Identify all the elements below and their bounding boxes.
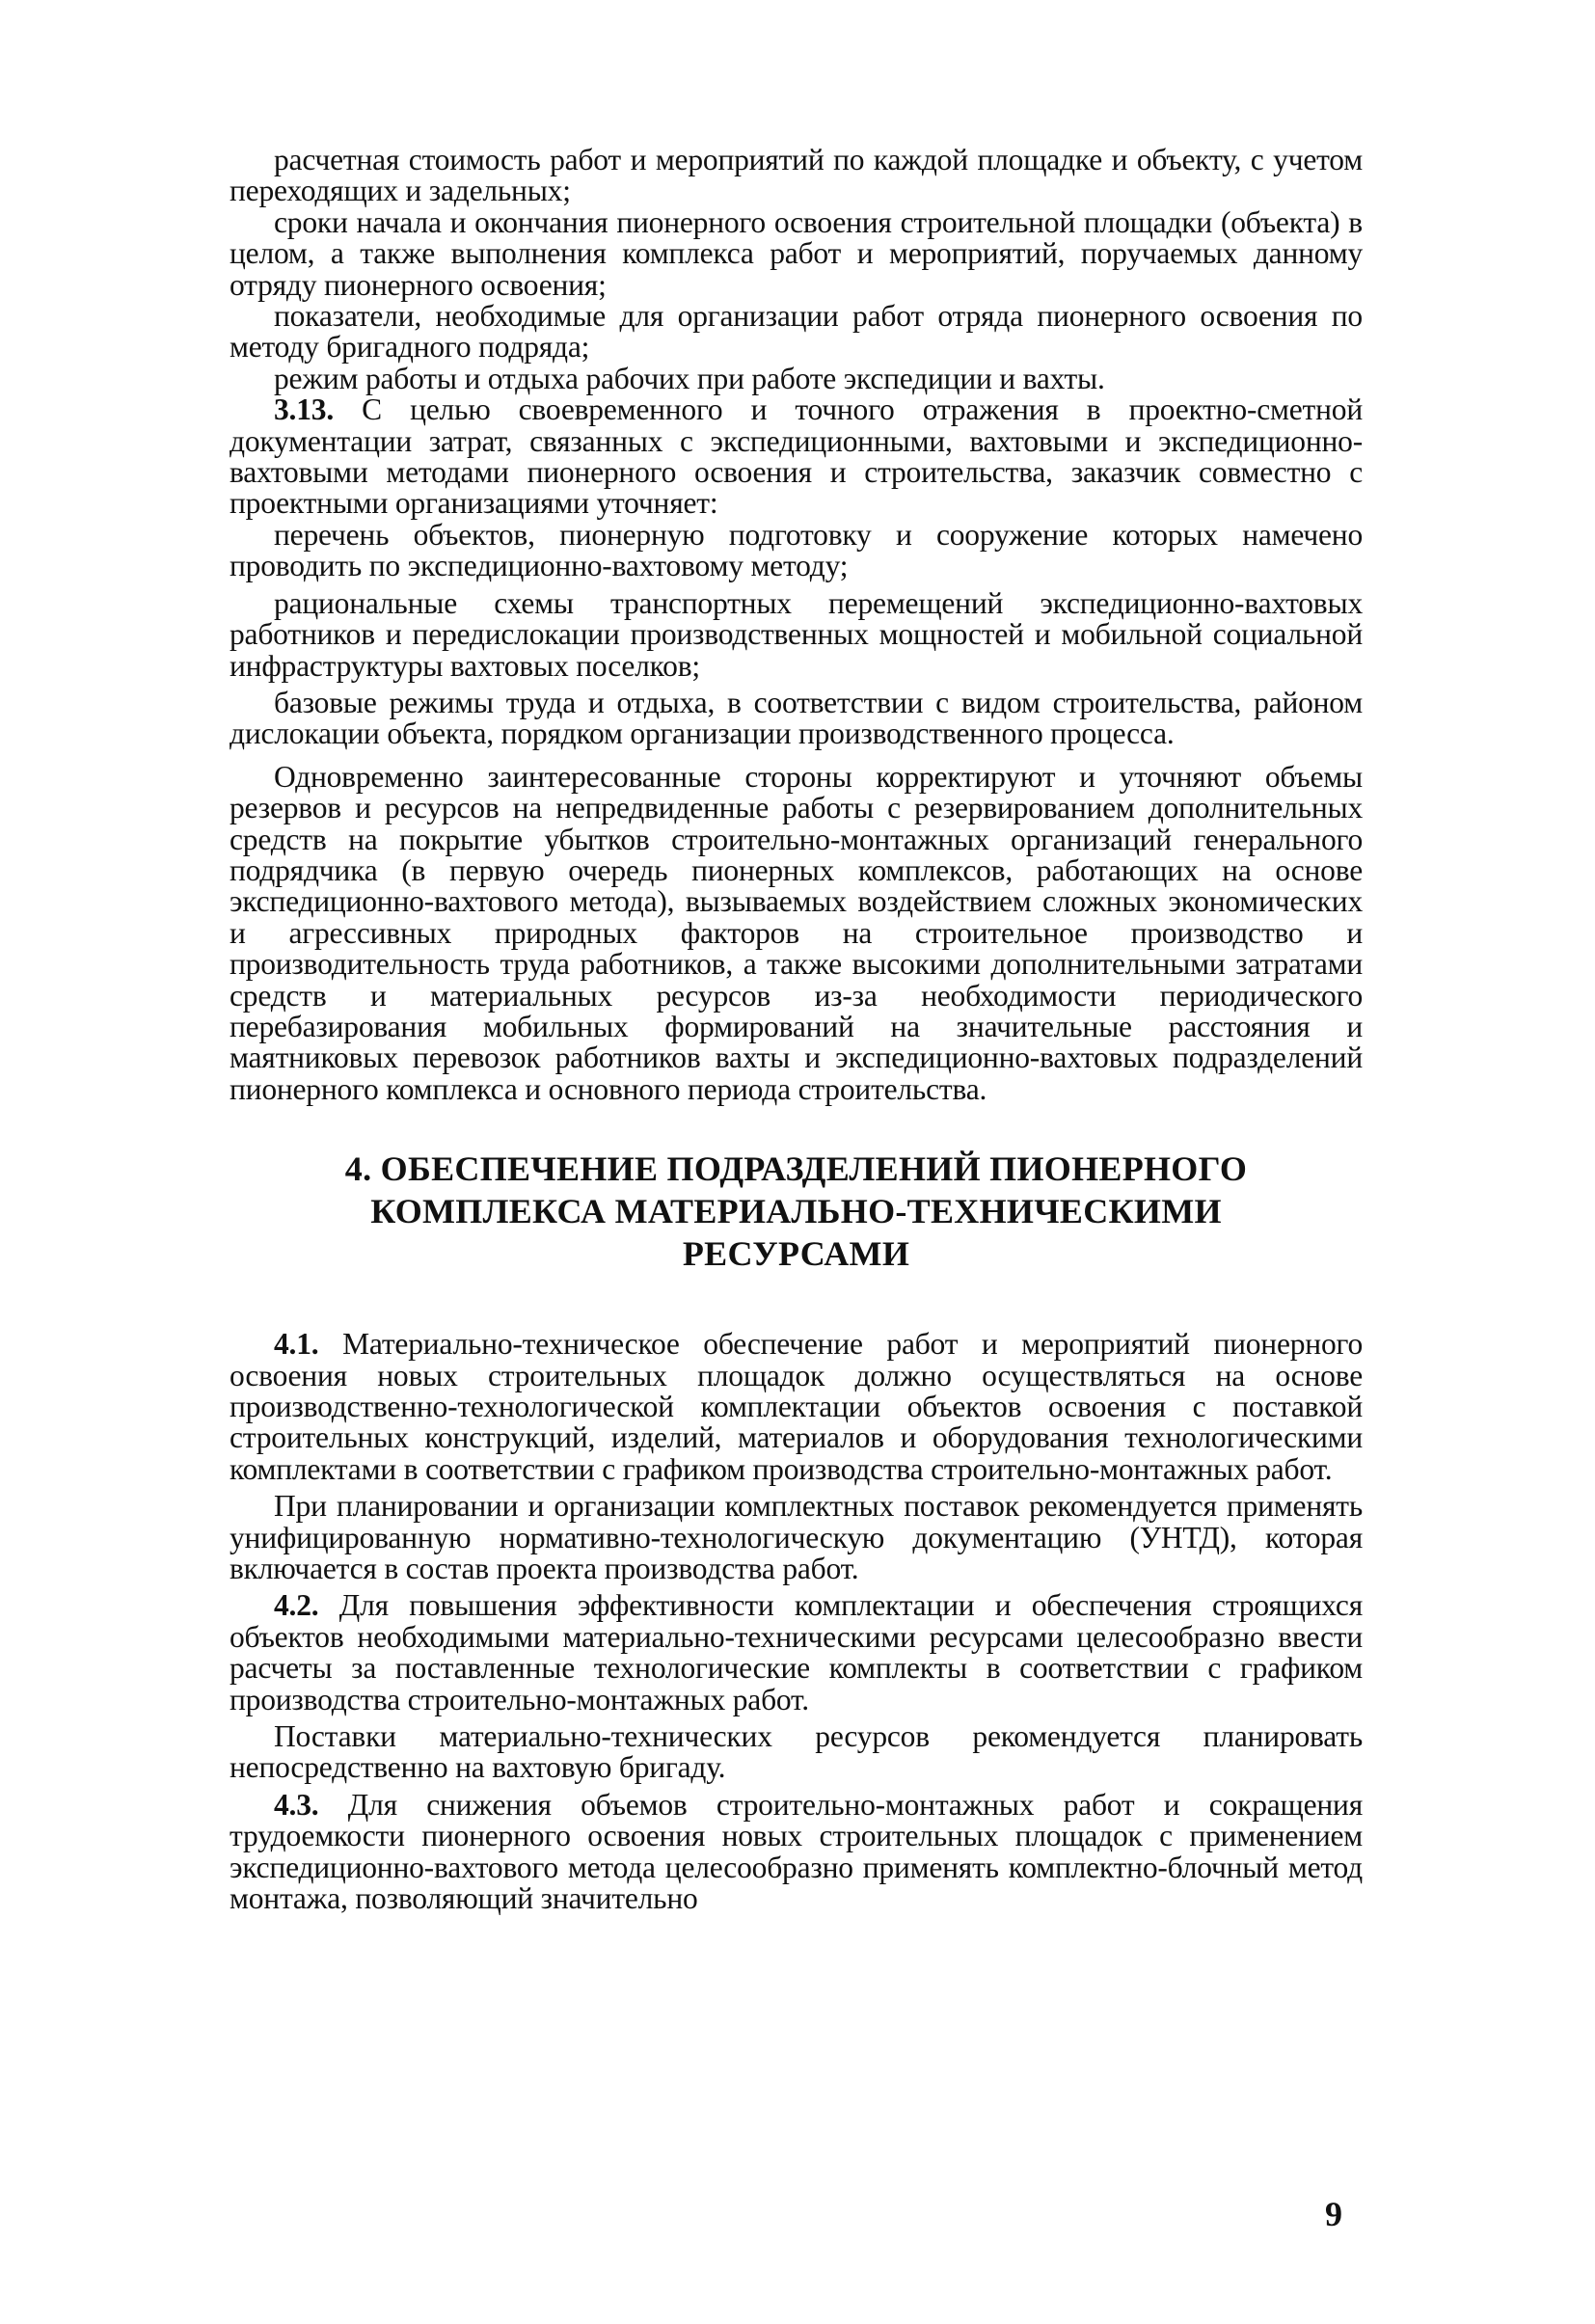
clause-4-1 (230, 1329, 1363, 1485)
clause-text: Для повышения эффективности комплектации и обеспечения строящихся объектов необходимыми материально-техническими ресурсами целесообразно ввести расчеты за поставленные технологические комплекты в соответствии с графиком производства строительно-монтажных работ. (230, 1588, 1363, 1716)
heading-line: РЕСУРСАМИ (682, 1234, 910, 1274)
clause-text: С целью своевременного и точного отражения в проектно-сметной документации затрат, связанных с экспедиционными, вахтовыми и экспедиционно-вахтовыми методами пионерного освоения и строительства, заказчик совместно с проектными организациями уточняет: (230, 392, 1363, 521)
paragraph-indicators: показатели, необходимые для организации работ отряда пионерного освоения по методу бригадного подряда; (230, 299, 1363, 365)
heading-line: КОМПЛЕКСА МАТЕРИАЛЬНО-ТЕХНИЧЕСКИМИ (370, 1192, 1222, 1231)
clause-3-13 (230, 394, 1363, 520)
paragraph-cost: расчетная стоимость работ и мероприятий по каждой площадке и объекту, с учетом переходящих и задельных; (230, 143, 1363, 208)
list-item: перечень объектов, пионерную подготовку и сооружение которых намечено проводить по экспедиционно-вахтовому методу; (230, 517, 1363, 583)
paragraph-work-regime: режим работы и отдыха рабочих при работе экспедиции и вахты. (274, 361, 1105, 395)
section-heading (230, 1148, 1363, 1275)
paragraph-reserves: Одновременно заинтересованные стороны корректируют и уточняют объемы резервов и ресурсов на непредвиденные работы с резервированием дополнительных средств на покрытие убытков строительно-монтажных организаций генерального подрядчика (в первую очередь пионерных комплексов, работающих на основе экспедиционно-вахтового метода), вызываемых воздействием сложных экономических и агрессивных природных факторов на строительное производство и производительность труда работников, а также высокими дополнительными затратами средств и материальных ресурсов из-за необходимости периодического перебазирования мобильных формирований на значительные расстояния и маятниковых перевозок работников вахты и экспедиционно-вахтовых подразделений пионерного комплекса и основного периода строительства. (230, 759, 1363, 1106)
paragraph-deadlines: сроки начала и окончания пионерного освоения строительной площадки (объекта) в целом, а также выполнения комплекса работ и мероприятий, поручаемых данному отряду пионерного освоения; (230, 204, 1363, 302)
list-item: базовые режимы труда и отдыха, в соответствии с видом строительства, районом дислокации объекта, порядком организации производственного процесса. (230, 685, 1363, 751)
clause-number: 4.1. (274, 1327, 319, 1362)
document-page (230, 145, 1363, 1915)
paragraph-deliveries: Поставки материально-технических ресурсов рекомендуется планировать непосредственно на вахтовую бригаду. (230, 1719, 1363, 1785)
page-number: 9 (1325, 2195, 1342, 2233)
heading-line: 4. ОБЕСПЕЧЕНИЕ ПОДРАЗДЕЛЕНИЙ ПИОНЕРНОГО (344, 1149, 1248, 1189)
clause-4-2 (230, 1590, 1363, 1716)
clause-number: 4.2. (274, 1588, 319, 1623)
paragraph-untd: При планировании и организации комплектных поставок рекомендуется применять унифицированную нормативно-технологическую документацию (УНТД), которая включается в состав проекта производства работ. (230, 1489, 1363, 1586)
list-item: рациональные схемы транспортных перемещений экспедиционно-вахтовых работников и передислокации производственных мощностей и мобильной социальной инфраструктуры вахтовых поселков; (230, 585, 1363, 683)
clause-4-3 (230, 1787, 1363, 1916)
clause-text: Для снижения объемов строительно-монтажных работ и сокращения трудоемкости пионерного освоения новых строительных площадок с применением экспедиционно-вахтового метода целесообразно применять комплектно-блочный метод монтажа, позволяющий значительно (230, 1787, 1363, 1916)
clause-number: 3.13. (274, 392, 335, 427)
clause-number: 4.3. (274, 1787, 319, 1822)
clause-text: Материально-техническое обеспечение работ и мероприятий пионерного освоения новых строительных площадок должно осуществляться на основе производственно-технологической комплектации объектов освоения с поставкой строительных конструкций, изделий, материалов и оборудования технологическими комплектами в соответствии с графиком производства строительно-монтажных работ. (230, 1327, 1363, 1486)
